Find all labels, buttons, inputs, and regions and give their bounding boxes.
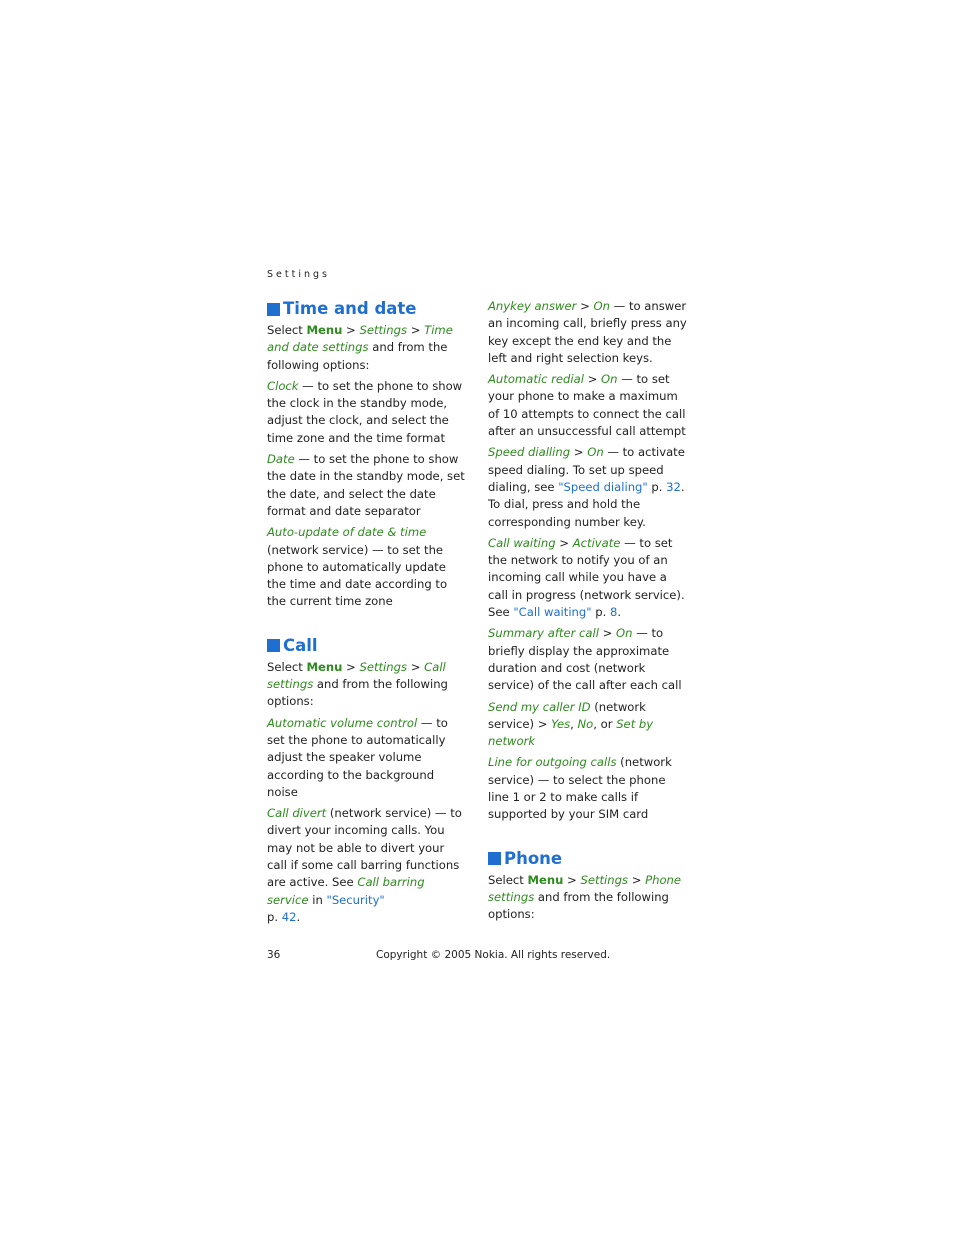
page-8-link[interactable]: 8	[610, 605, 618, 620]
option-summary-after-call: Summary after call > On — to briefly display the approximate duration and cost (network service) of the call after each call	[488, 626, 682, 693]
option-clock: Clock — to set the phone to show the clock in the standby mode, adjust the clock, and select the time zone and the time format	[267, 378, 463, 445]
section-heading-time-date: Time and date	[267, 298, 467, 320]
phone-intro: Select Menu > Settings > Phone settings and from the following options:	[488, 872, 682, 922]
option-call-waiting: Call waiting > Activate — to set the network to notify you of an incoming call while you have a call in progress (network service). See "Call waiting" p. 8.	[488, 535, 685, 620]
section-heading-call: Call	[267, 635, 467, 657]
option-date: Date — to set the phone to show the date in the standby mode, set the date, and select the date format and date separator	[267, 452, 465, 518]
copyright-notice: Copyright © 2005 Nokia. All rights reserved.	[376, 949, 611, 961]
running-head: Settings	[267, 269, 330, 280]
security-link[interactable]: "Security"	[326, 892, 385, 907]
call-waiting-link[interactable]: "Call waiting"	[513, 605, 592, 620]
option-send-my-caller-id: Send my caller ID (network service) > Yes, No, or Set by network	[488, 699, 654, 749]
option-automatic-volume-control: Automatic volume control — to set the phone to automatically adjust the speaker volume according to the background noise	[267, 715, 448, 799]
option-automatic-redial: Automatic redial > On — to set your phone to make a maximum of 10 attempts to connect the call after an unsuccessful call attempt	[488, 372, 686, 439]
time-date-intro: Select Menu > Settings > Time and date settings and from the following options:	[267, 323, 453, 372]
square-bullet-icon	[488, 852, 501, 865]
option-anykey-answer: Anykey answer > On — to answer an incoming call, briefly press any key except the end key and the left and right selection keys.	[488, 299, 687, 365]
page-42-link[interactable]: 42	[281, 909, 297, 924]
right-column	[488, 298, 688, 928]
square-bullet-icon	[267, 639, 280, 652]
page-number: 36	[267, 949, 281, 961]
square-bullet-icon	[267, 303, 280, 316]
section-heading-phone: Phone	[488, 848, 688, 870]
call-intro: Select Menu > Settings > Call settings and from the following options:	[267, 659, 448, 709]
speed-dialing-link[interactable]: "Speed dialing"	[558, 479, 648, 494]
option-auto-update: Auto-update of date & time (network service) — to set the phone to automatically update the time and date according to the current time zone	[267, 525, 448, 609]
left-column	[267, 298, 467, 930]
option-speed-dialling: Speed dialling > On — to activate speed dialing. To set up speed dialing, see "Speed dialing" p. 32. To dial, press and hold the corresponding number key.	[488, 445, 685, 529]
page-32-link[interactable]: 32	[666, 479, 681, 494]
option-line-for-outgoing-calls: Line for outgoing calls (network service) — to select the phone line 1 or 2 to make calls if supported by your SIM card	[488, 755, 672, 822]
option-call-divert: Call divert (network service) — to divert your incoming calls. You may not be able to divert your call if some call barring functions are active. See Call barring service in "Security" p. 42.	[267, 806, 462, 924]
